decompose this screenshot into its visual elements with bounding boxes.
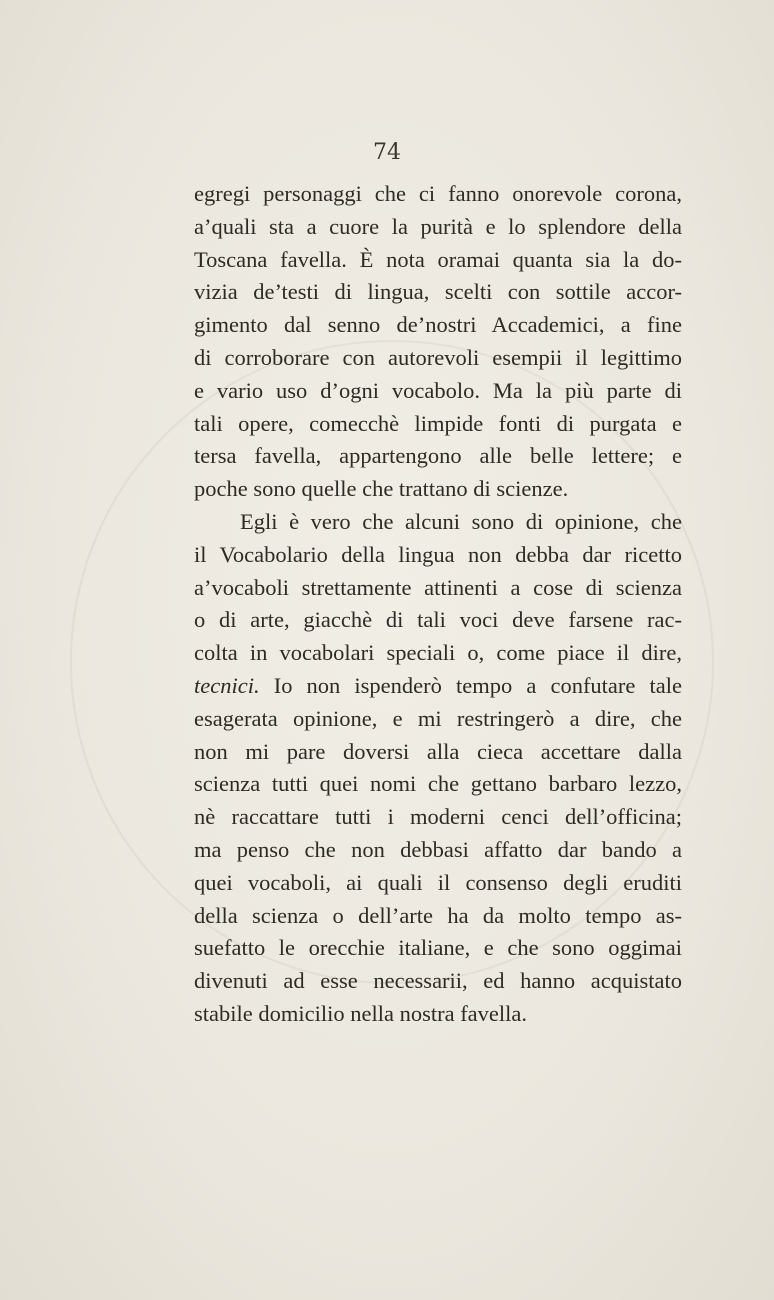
text-line: [194, 670, 682, 703]
paragraph-1: [194, 178, 682, 506]
text-line: nè raccattare tutti i moderni cenci dell’officina;: [194, 804, 682, 830]
text-line: il Vocabolario della lingua non debba dar ricetto: [194, 541, 682, 567]
text-line: egregi personaggi che ci fanno onorevole corona,: [194, 181, 682, 206]
text-line: esagerata opinione, e mi restringerò a dire, che: [194, 705, 682, 731]
text-line: stabile domicilio nella nostra favella.: [194, 1000, 528, 1026]
italic-term: tecnici.: [194, 672, 260, 698]
text-line: vizia de’testi di lingua, scelti con sottile accor-: [194, 279, 682, 305]
text-segment: Io non ispenderò tempo a confutare tale: [259, 672, 682, 698]
text-line: gimento dal senno de’nostri Accademici, a fine: [194, 312, 682, 338]
text-line: di corroborare con autorevoli esempii il legittimo: [194, 344, 682, 370]
text-line: scienza tutti quei nomi che gettano barbaro lezzo,: [194, 771, 682, 797]
text-line: divenuti ad esse necessarii, ed hanno acquistato: [194, 968, 682, 994]
text-line: o di arte, giacchè di tali voci deve farsene rac-: [194, 607, 682, 633]
text-line: poche sono quelle che trattano di scienze.: [194, 476, 569, 502]
text-line: ma penso che non debbasi affatto dar bando a: [194, 836, 682, 862]
paragraph-2: [194, 506, 682, 1031]
text-line: tali opere, comecchè limpide fonti di purgata e: [194, 410, 682, 436]
text-line: e vario uso d’ogni vocabolo. Ma la più parte di: [194, 377, 682, 403]
text-line: Egli è vero che alcuni sono di opinione, che: [240, 508, 682, 534]
text-line: non mi pare doversi alla cieca accettare dalla: [194, 738, 682, 764]
text-line: a’vocaboli strettamente attinenti a cose di scienza: [194, 574, 682, 600]
page-number: 74: [373, 140, 401, 165]
text-line: a’quali sta a cuore la purità e lo splendore della: [194, 213, 682, 239]
text-line: quei vocaboli, ai quali il consenso degli eruditi: [194, 869, 682, 895]
text-line: Toscana favella. È nota oramai quanta sia la do-: [194, 246, 682, 272]
text-line: colta in vocabolari speciali o, come piace il dire,: [194, 640, 682, 666]
text-line: della scienza o dell’arte ha da molto tempo as-: [194, 902, 682, 928]
text-line: tersa favella, appartengono alle belle lettere; e: [194, 443, 682, 469]
body-text: [194, 178, 682, 1031]
text-line: suefatto le orecchie italiane, e che sono oggimai: [194, 935, 682, 961]
